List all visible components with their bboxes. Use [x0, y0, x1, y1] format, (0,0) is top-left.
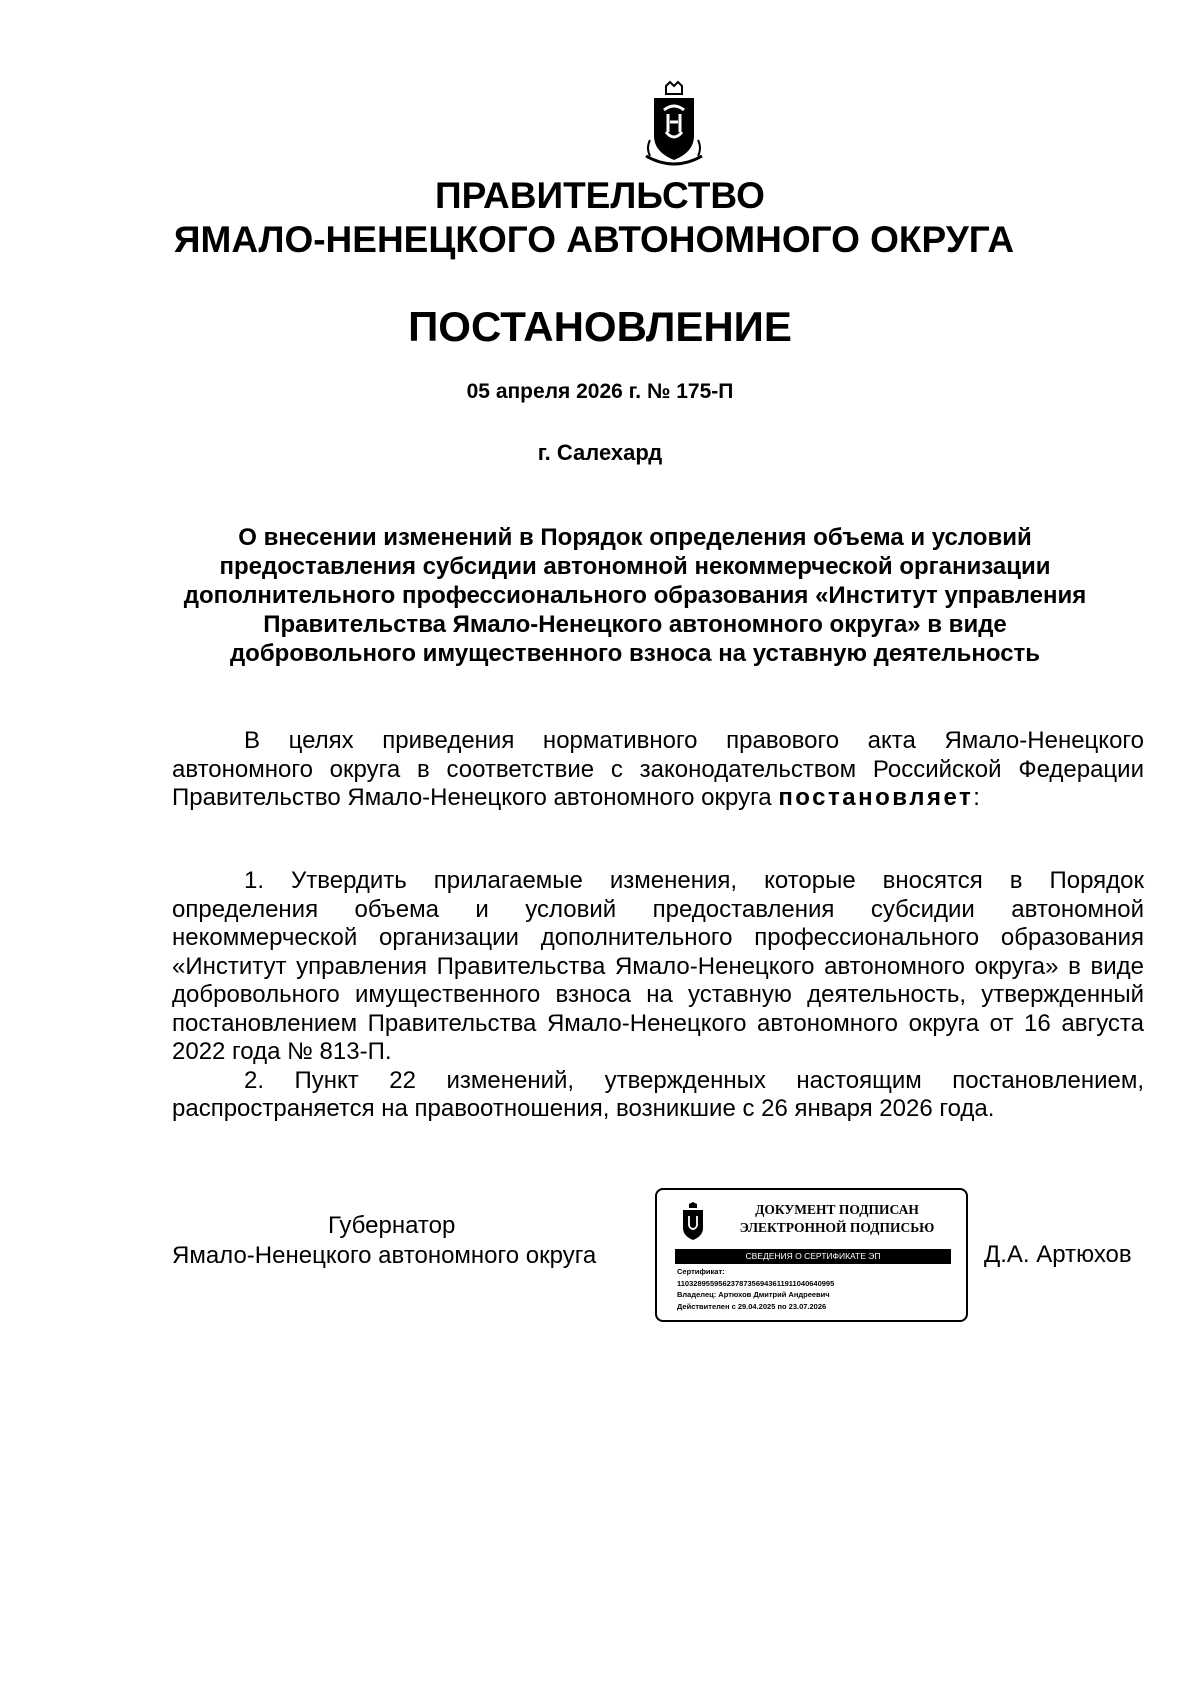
items-block [172, 867, 1144, 1124]
signatory-position [172, 1211, 596, 1271]
stamp-cert-bar: СВЕДЕНИЯ О СЕРТИФИКАТЕ ЭП [675, 1249, 951, 1264]
preamble-suffix: : [973, 784, 980, 811]
item-2: 2. Пункт 22 изменений, утвержденных настоящим постановлением, распространяется на правоотношения, возникшие с 26 января 2026 года. [172, 1066, 1144, 1122]
signatory-title: Губернатор [328, 1212, 456, 1239]
stamp-emblem-icon [679, 1202, 707, 1242]
city: г. Салехард [537, 440, 663, 465]
stamp-owner: Владелец: Артюхов Дмитрий Андреевич [677, 1290, 830, 1299]
org-name-line2: ЯМАЛО-НЕНЕЦКОГО АВТОНОМНОГО ОКРУГА [173, 219, 1015, 260]
coat-of-arms-emblem [640, 80, 708, 172]
signatory-region: Ямало-Ненецкого автономного округа [172, 1242, 597, 1269]
preamble-paragraph [172, 727, 1144, 813]
stamp-title-line2: ЭЛЕКТРОННОЙ ПОДПИСЬЮ [739, 1220, 935, 1235]
electronic-signature-stamp [655, 1188, 968, 1322]
item-1: 1. Утвердить прилагаемые изменения, которые вносятся в Порядок определения объема и условий предоставления субсидии автономной некоммерческой организации дополнительного профессионального образования «Институт управления Правительства Ямало-Ненецкого автономного округа» в виде добровольного имущественного взноса на уставную деятельность, утвержденный постановлением Правительства Ямало-Ненецкого автономного округа от 16 августа 2022 года № 813-П. [172, 867, 1144, 1065]
stamp-cert-info [677, 1266, 834, 1312]
stamp-cert-label: Сертификат: [677, 1267, 725, 1276]
date-number: 05 апреля 2026 г. № 175-П [466, 380, 734, 403]
stamp-validity: Действителен с 29.04.2025 по 23.07.2026 [677, 1301, 827, 1311]
stamp-title-line1: ДОКУМЕНТ ПОДПИСАН [755, 1202, 919, 1217]
document-type: ПОСТАНОВЛЕНИЕ [408, 303, 792, 350]
org-name-line1: ПРАВИТЕЛЬСТВО [435, 175, 765, 216]
preamble-text: В целях приведения нормативного правового акта Ямало-Ненецкого автономного округа в соответствие с законодательством Российской Федерации Правительство Ямало-Ненецкого автономного округа [172, 727, 1144, 811]
stamp-cert-number: 11032895595623787356943611911040640995 [677, 1278, 835, 1288]
preamble-keyword: постановляет [778, 784, 974, 811]
document-subject: О внесении изменений в Порядок определения объема и условий предоставления субсидии автономной некоммерческой организации дополнительного профессионального образования «Институт управления Правительства Ямало-Ненецкого автономного округа» в виде добровольного имущественного взноса на уставную деятельность [183, 524, 1087, 667]
signatory-name: Д.А. Артюхов [984, 1241, 1132, 1268]
